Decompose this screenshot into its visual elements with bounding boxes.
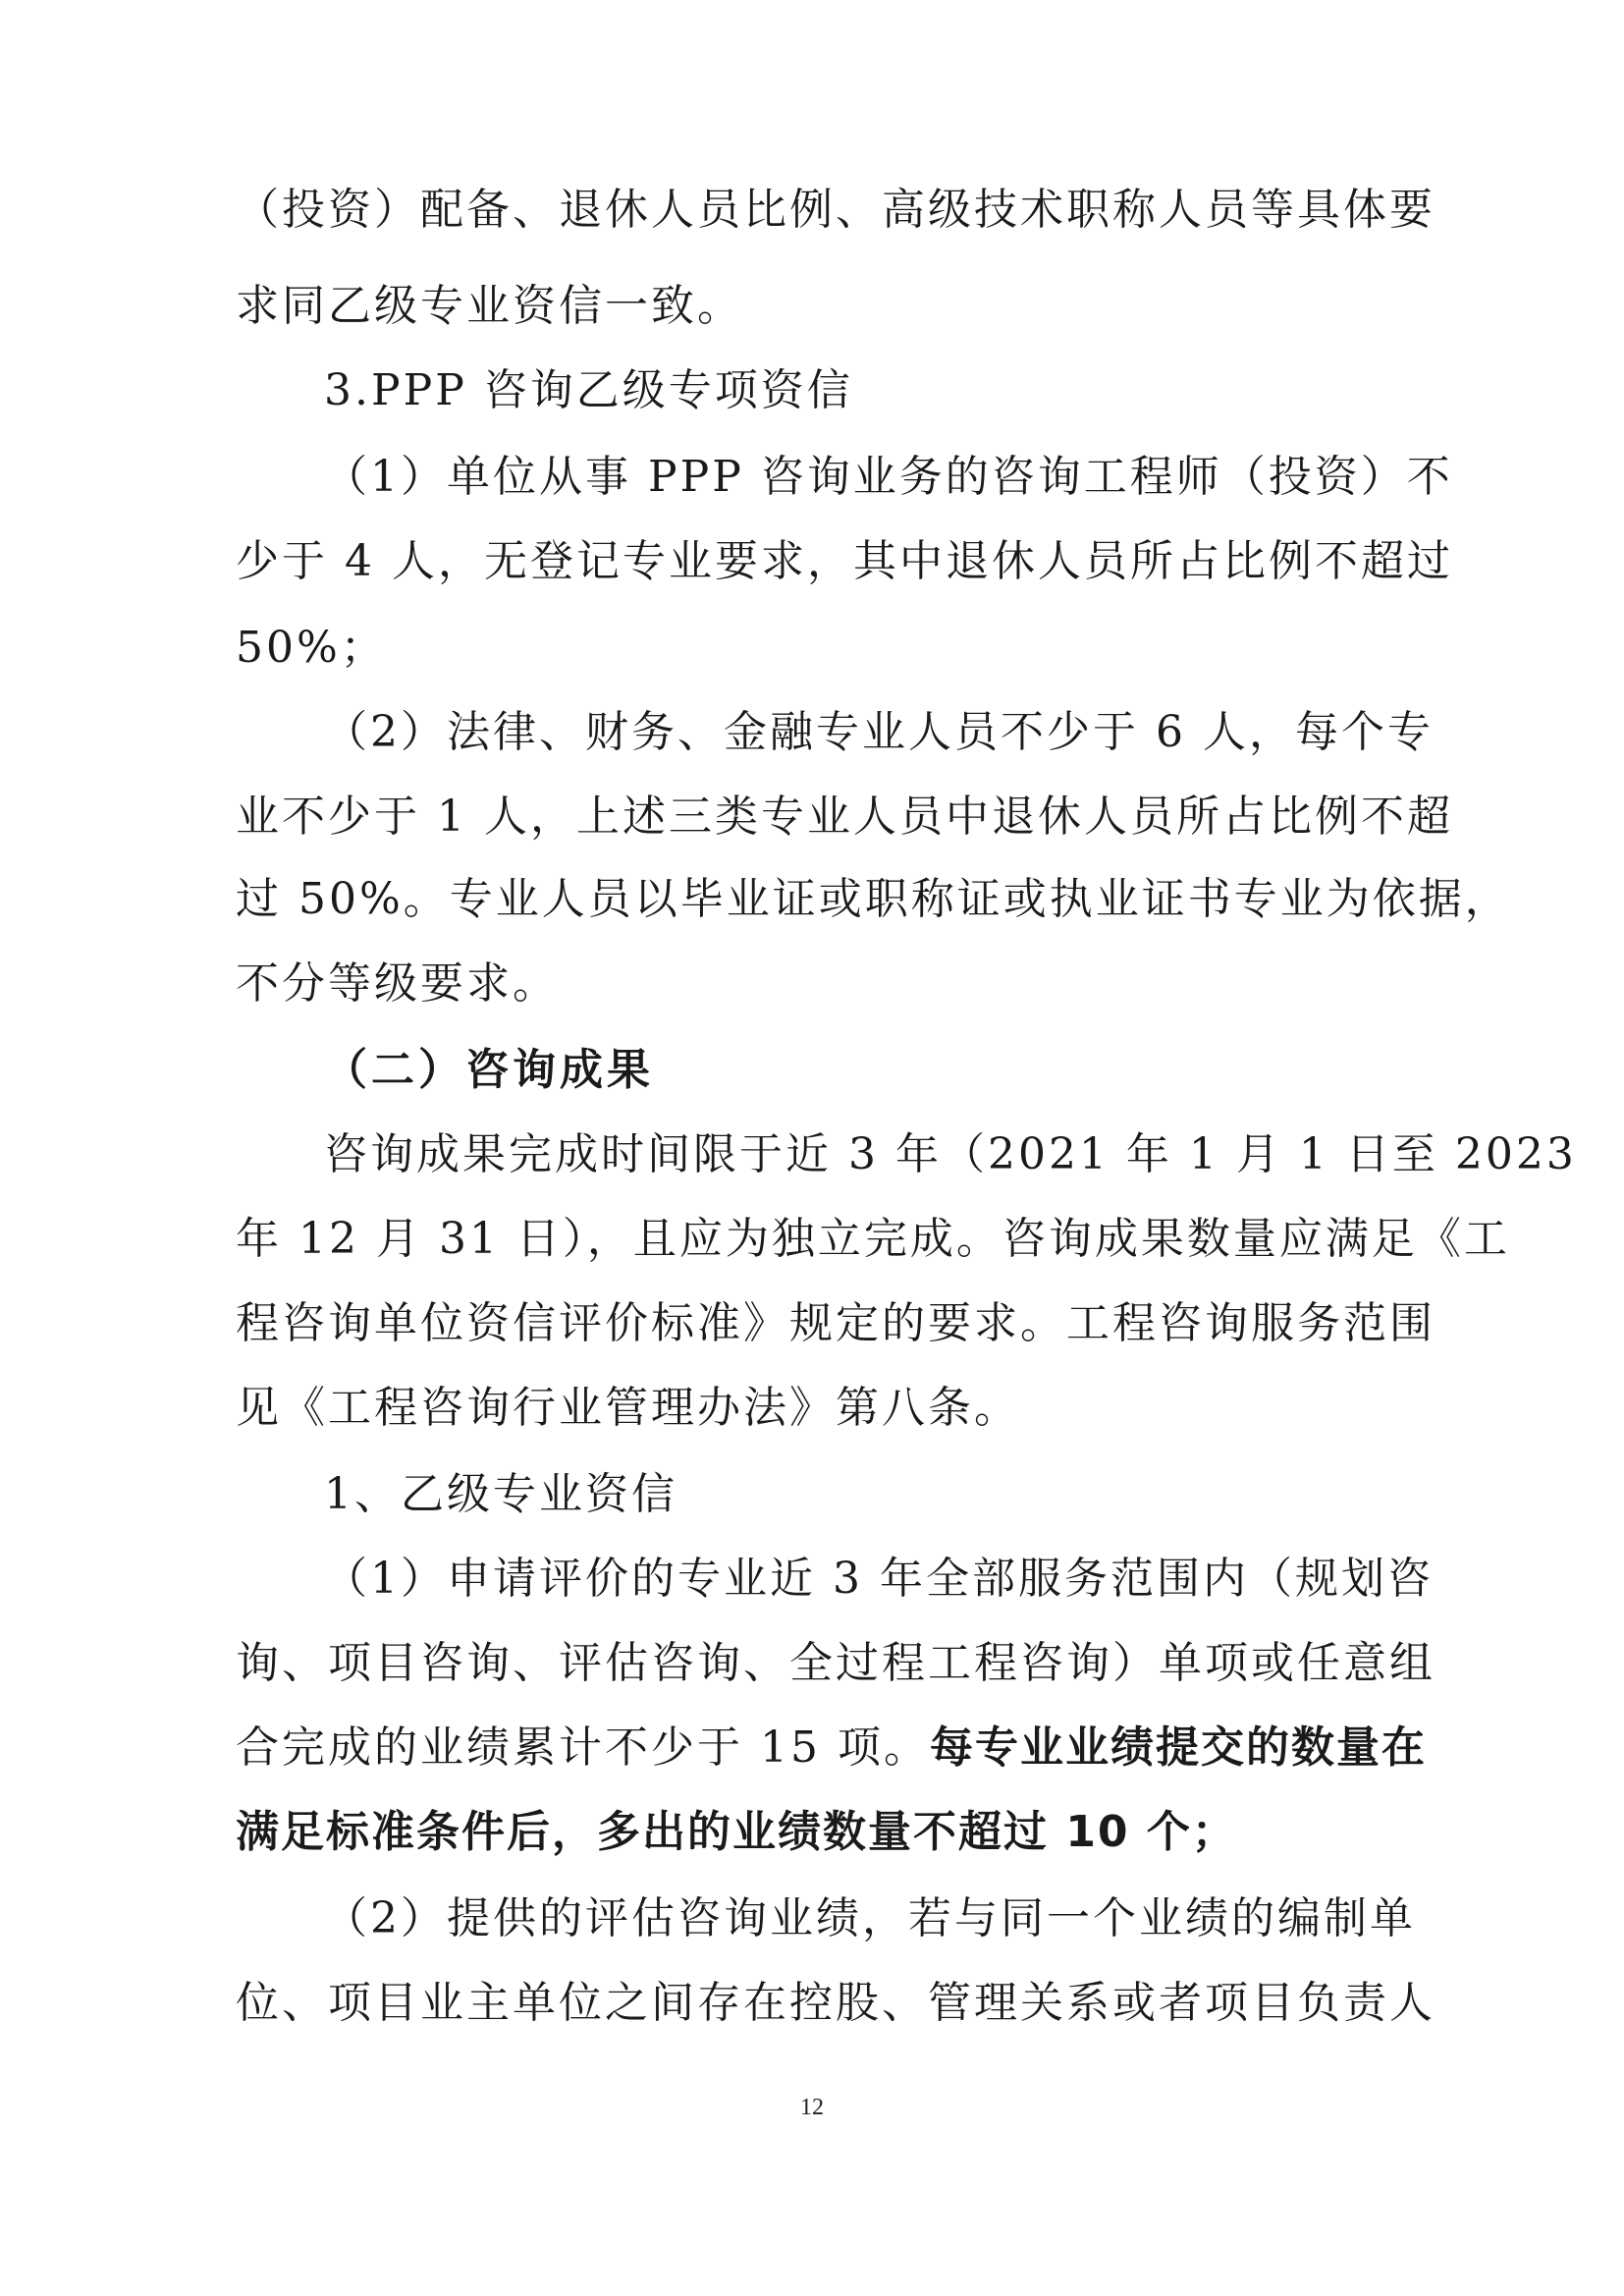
body-text-line: 位、项目业主单位之间存在控股、管理关系或者项目负责人 bbox=[236, 1978, 1435, 2028]
body-text-line bbox=[236, 1721, 1427, 1776]
body-text-line: 求同乙级专业资信一致。 bbox=[236, 281, 743, 331]
body-text-line: 询、项目咨询、评估咨询、全过程工程咨询）单项或任意组 bbox=[236, 1638, 1435, 1688]
body-text-line: （2）提供的评估咨询业绩，若与同一个业绩的编制单 bbox=[324, 1893, 1416, 1943]
body-text-line: 业不少于 1 人，上述三类专业人员中退休人员所占比例不超 bbox=[236, 792, 1453, 842]
body-text-line: 过 50%。专业人员以毕业证或职称证或执业证书专业为依据， bbox=[236, 874, 1511, 924]
body-text-line: （投资）配备、退休人员比例、高级技术职称人员等具体要 bbox=[236, 185, 1435, 235]
body-text-line: 年 12 月 31 日），且应为独立完成。咨询成果数量应满足《工 bbox=[236, 1214, 1510, 1264]
body-text-line bbox=[236, 1805, 1365, 1860]
body-text-line: 程咨询单位资信评价标准》规定的要求。工程咨询服务范围 bbox=[236, 1298, 1435, 1348]
section-heading: （二）咨询成果 bbox=[324, 1045, 654, 1095]
bold-emphasis-text: 满足标准条件后，多出的业绩数量不超过 10 个； bbox=[236, 1807, 1237, 1857]
body-text-line: 50%； bbox=[236, 623, 387, 673]
page-number: 12 bbox=[800, 2095, 824, 2120]
body-text-line: （1）申请评价的专业近 3 年全部服务范围内（规划咨 bbox=[324, 1554, 1434, 1604]
body-text-line: 不分等级要求。 bbox=[236, 958, 559, 1009]
section-item-title: 3.PPP 咨询乙级专项资信 bbox=[324, 365, 853, 415]
body-text-segment: 合完成的业绩累计不少于 15 项。 bbox=[236, 1722, 930, 1773]
body-text-line: 咨询成果完成时间限于近 3 年（2021 年 1 月 1 日至 2023 bbox=[324, 1129, 1577, 1179]
body-text-line: （2）法律、财务、金融专业人员不少于 6 人，每个专 bbox=[324, 707, 1434, 757]
body-text-line: 见《工程咨询行业管理办法》第八条。 bbox=[236, 1383, 1020, 1433]
bold-emphasis-text: 每专业业绩提交的数量在 bbox=[929, 1722, 1427, 1773]
body-text-line: （1）单位从事 PPP 咨询业务的咨询工程师（投资）不 bbox=[324, 452, 1453, 502]
section-item-title: 1、乙级专业资信 bbox=[324, 1469, 677, 1519]
body-text-line: 少于 4 人，无登记专业要求，其中退休人员所占比例不超过 bbox=[236, 536, 1453, 586]
